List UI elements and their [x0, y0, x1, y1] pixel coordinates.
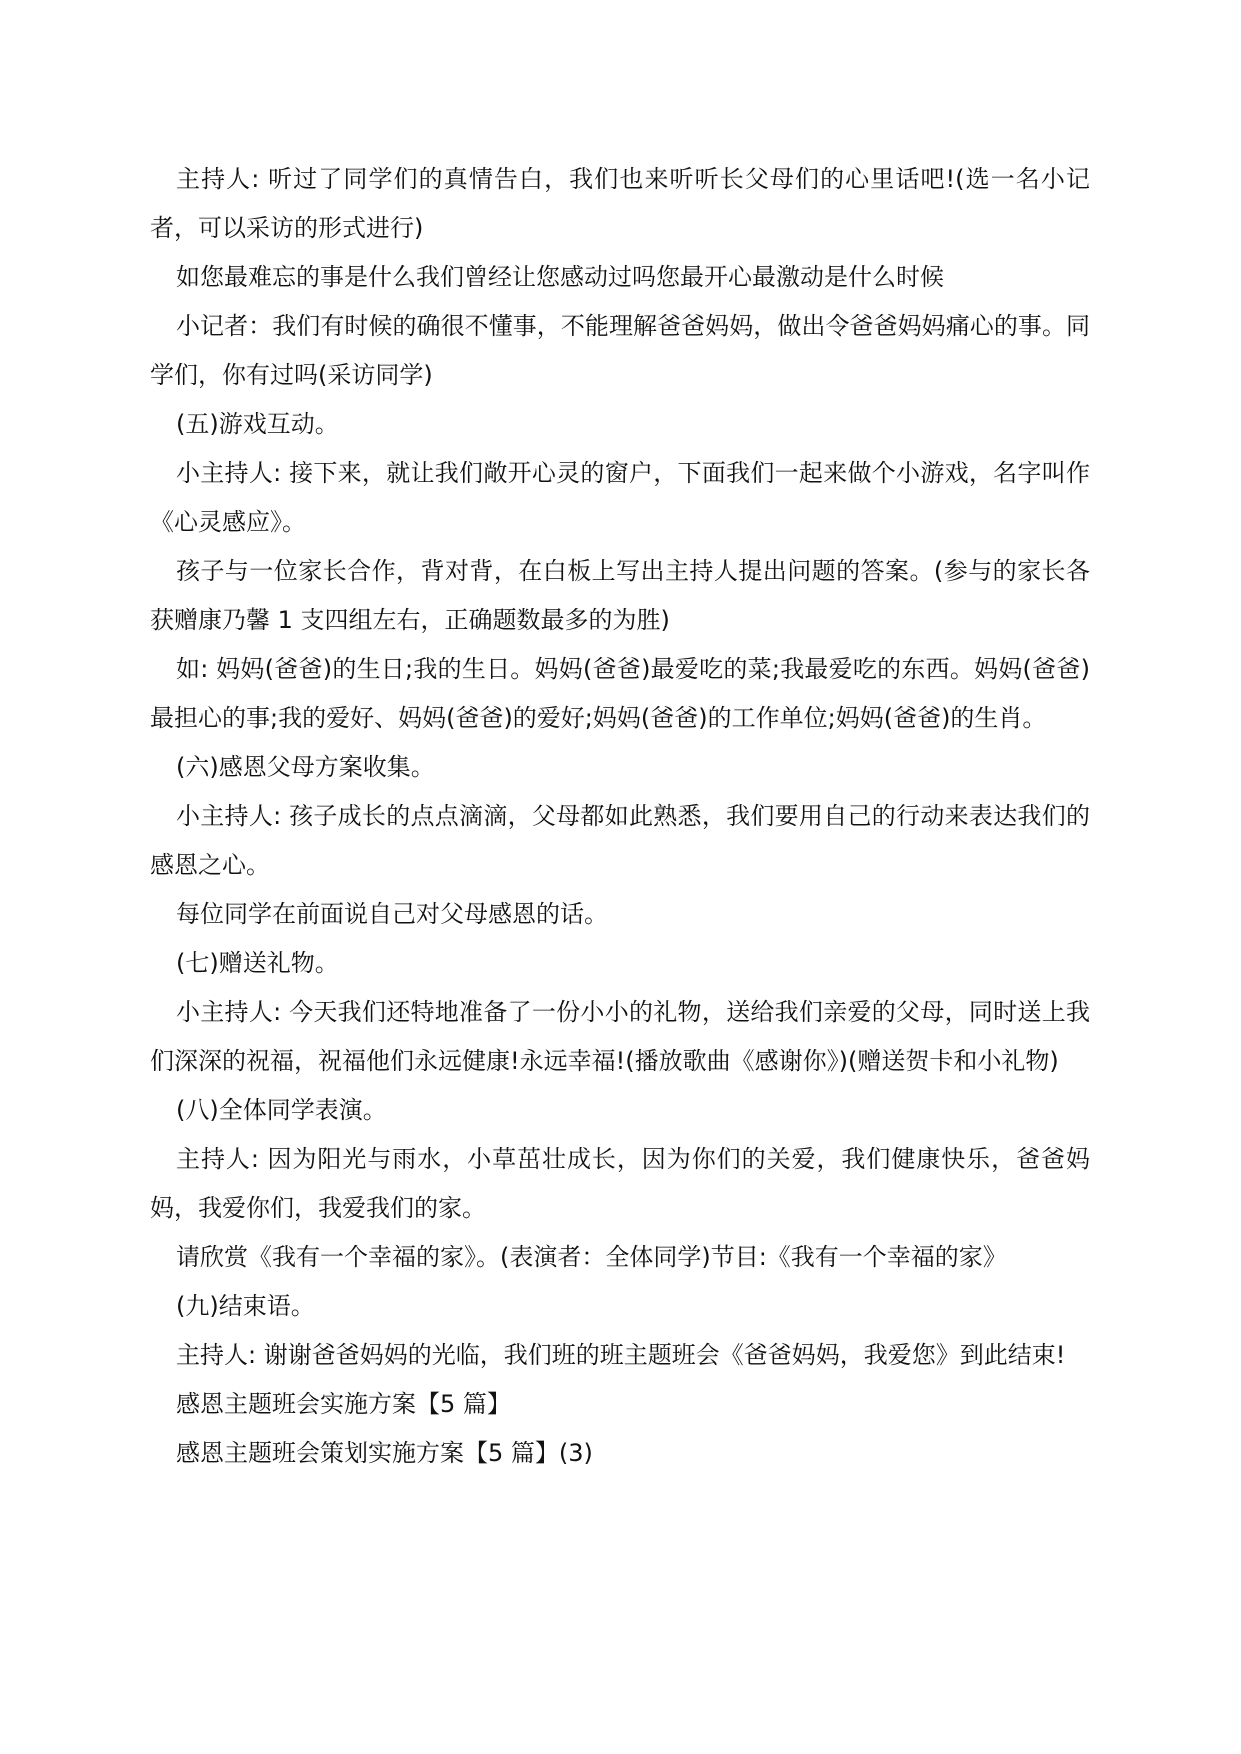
paragraph-reporter: 小记者：我们有时候的确很不懂事，不能理解爸爸妈妈，做出令爸爸妈妈痛心的事。同学们，你有过吗(采访同学) — [150, 312, 1090, 389]
paragraph-game-rules: 孩子与一位家长合作，背对背，在白板上写出主持人提出问题的答案。(参与的家长各获赠康乃馨 1 支四组左右，正确题数最多的为胜) — [150, 557, 1090, 634]
paragraph-performance: 请欣赏《我有一个幸福的家》。(表演者：全体同学)节目:《我有一个幸福的家》 — [176, 1243, 1007, 1271]
paragraph-gifts: 小主持人: 今天我们还特地准备了一份小小的礼物，送给我们亲爱的父母，同时送上我们深深的祝福，祝福他们永远健康!永远幸福!(播放歌曲《感谢你》)(赠送贺卡和小礼物) — [150, 998, 1090, 1075]
paragraph-host-intro: 主持人: 听过了同学们的真情告白，我们也来听听长父母们的心里话吧!(选一名小记者，可以采访的形式进行) — [150, 165, 1090, 242]
paragraph-closing: 主持人: 谢谢爸爸妈妈的光临，我们班的班主题班会《爸爸妈妈，我爱您》到此结束! — [176, 1341, 1066, 1369]
paragraph-questions: 如您最难忘的事是什么我们曾经让您感动过吗您最开心最激动是什么时候 — [176, 263, 944, 291]
section-heading-8: (八)全体同学表演。 — [176, 1096, 387, 1124]
section-heading-9: (九)结束语。 — [176, 1292, 315, 1320]
footer-subtitle: 感恩主题班会策划实施方案【5 篇】(3) — [176, 1439, 593, 1467]
paragraph-gratitude: 小主持人: 孩子成长的点点滴滴，父母都如此熟悉，我们要用自己的行动来表达我们的感恩之心。 — [150, 802, 1090, 879]
footer-title: 感恩主题班会实施方案【5 篇】 — [176, 1390, 511, 1418]
section-heading-7: (七)赠送礼物。 — [176, 949, 339, 977]
section-heading-5: (五)游戏互动。 — [176, 410, 339, 438]
document-body — [150, 155, 1090, 1478]
paragraph-game-examples: 如: 妈妈(爸爸)的生日;我的生日。妈妈(爸爸)最爱吃的菜;我最爱吃的东西。妈妈(爸爸)最担心的事;我的爱好、妈妈(爸爸)的爱好;妈妈(爸爸)的工作单位;妈妈(爸爸)的生肖。 — [150, 655, 1090, 732]
paragraph-speeches: 每位同学在前面说自己对父母感恩的话。 — [176, 900, 608, 928]
section-heading-6: (六)感恩父母方案收集。 — [176, 753, 435, 781]
paragraph-game-intro: 小主持人: 接下来，就让我们敞开心灵的窗户，下面我们一起来做个小游戏，名字叫作《心灵感应》。 — [150, 459, 1090, 536]
paragraph-performance-intro: 主持人: 因为阳光与雨水，小草茁壮成长，因为你们的关爱，我们健康快乐，爸爸妈妈，我爱你们，我爱我们的家。 — [150, 1145, 1090, 1222]
